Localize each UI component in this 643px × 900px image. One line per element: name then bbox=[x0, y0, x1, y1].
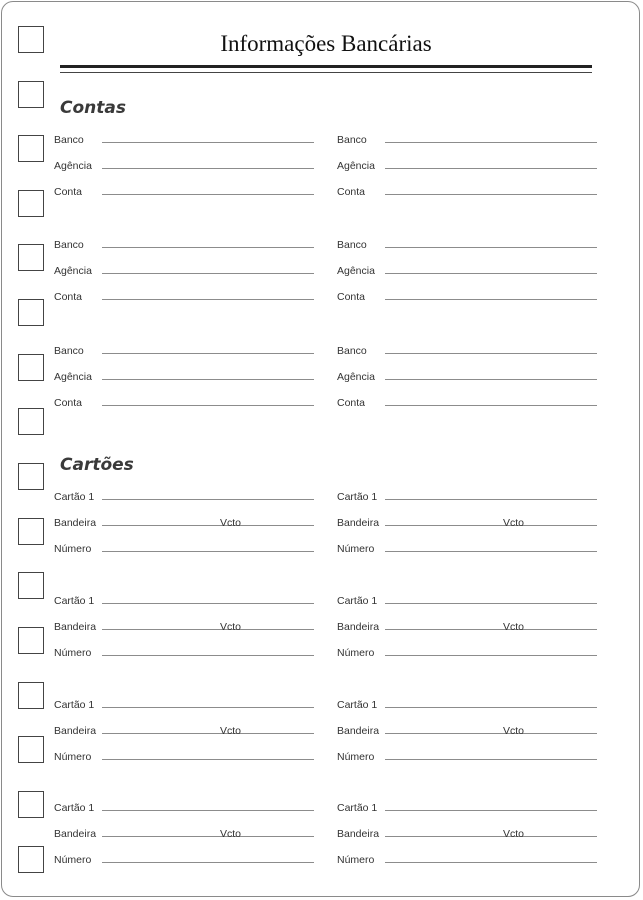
label-cartao: Cartão 1 bbox=[337, 802, 378, 814]
label-vcto: Vcto bbox=[503, 725, 525, 737]
label-banco: Banco bbox=[54, 134, 84, 146]
label-conta: Conta bbox=[337, 291, 366, 303]
field-numero[interactable] bbox=[102, 759, 314, 760]
field-cartao[interactable] bbox=[385, 810, 597, 811]
label-numero: Número bbox=[54, 647, 92, 659]
label-vcto: Vcto bbox=[503, 621, 525, 633]
section-heading-contas: Contas bbox=[60, 98, 126, 118]
field-banco[interactable] bbox=[102, 142, 314, 143]
label-numero: Número bbox=[337, 647, 375, 659]
field-cartao[interactable] bbox=[385, 603, 597, 604]
label-vcto: Vcto bbox=[220, 621, 242, 633]
field-agencia[interactable] bbox=[102, 168, 314, 169]
label-agencia: Agência bbox=[337, 160, 375, 172]
label-conta: Conta bbox=[54, 186, 83, 198]
label-bandeira: Bandeira bbox=[337, 725, 380, 737]
field-agencia[interactable] bbox=[102, 379, 314, 380]
label-agencia: Agência bbox=[337, 371, 375, 383]
tab-checkbox[interactable] bbox=[18, 572, 44, 599]
field-banco[interactable] bbox=[385, 353, 597, 354]
field-cartao[interactable] bbox=[102, 603, 314, 604]
section-heading-cartoes: Cartões bbox=[60, 455, 134, 475]
field-bandeira[interactable] bbox=[102, 629, 314, 630]
label-banco: Banco bbox=[337, 345, 367, 357]
field-banco[interactable] bbox=[102, 247, 314, 248]
field-cartao[interactable] bbox=[385, 499, 597, 500]
tab-checkbox[interactable] bbox=[18, 627, 44, 654]
tab-checkbox[interactable] bbox=[18, 736, 44, 763]
label-banco: Banco bbox=[54, 345, 84, 357]
field-agencia[interactable] bbox=[385, 168, 597, 169]
label-bandeira: Bandeira bbox=[54, 621, 97, 633]
field-banco[interactable] bbox=[385, 247, 597, 248]
label-cartao: Cartão 1 bbox=[54, 802, 95, 814]
field-conta[interactable] bbox=[385, 299, 597, 300]
label-cartao: Cartão 1 bbox=[337, 699, 378, 711]
label-agencia: Agência bbox=[337, 265, 375, 277]
field-bandeira[interactable] bbox=[385, 525, 597, 526]
field-conta[interactable] bbox=[102, 194, 314, 195]
tab-checkbox[interactable] bbox=[18, 26, 44, 53]
field-cartao[interactable] bbox=[385, 707, 597, 708]
label-banco: Banco bbox=[54, 239, 84, 251]
tab-checkbox[interactable] bbox=[18, 299, 44, 326]
field-numero[interactable] bbox=[385, 551, 597, 552]
field-cartao[interactable] bbox=[102, 499, 314, 500]
label-numero: Número bbox=[337, 751, 375, 763]
tab-checkbox[interactable] bbox=[18, 846, 44, 873]
label-conta: Conta bbox=[337, 186, 366, 198]
label-vcto: Vcto bbox=[503, 517, 525, 529]
tab-checkbox[interactable] bbox=[18, 463, 44, 490]
label-banco: Banco bbox=[337, 239, 367, 251]
field-agencia[interactable] bbox=[385, 273, 597, 274]
label-numero: Número bbox=[54, 854, 92, 866]
page-title: Informações Bancárias bbox=[220, 31, 432, 56]
tab-checkbox[interactable] bbox=[18, 81, 44, 108]
label-numero: Número bbox=[337, 854, 375, 866]
field-numero[interactable] bbox=[102, 655, 314, 656]
label-cartao: Cartão 1 bbox=[337, 491, 378, 503]
field-cartao[interactable] bbox=[102, 707, 314, 708]
field-bandeira[interactable] bbox=[385, 629, 597, 630]
label-bandeira: Bandeira bbox=[337, 517, 380, 529]
label-bandeira: Bandeira bbox=[337, 621, 380, 633]
field-bandeira[interactable] bbox=[385, 836, 597, 837]
tab-checkbox[interactable] bbox=[18, 682, 44, 709]
field-cartao[interactable] bbox=[102, 810, 314, 811]
label-numero: Número bbox=[337, 543, 375, 555]
title-rule-thin bbox=[60, 72, 592, 73]
label-cartao: Cartão 1 bbox=[54, 595, 95, 607]
tab-checkbox[interactable] bbox=[18, 135, 44, 162]
label-conta: Conta bbox=[54, 291, 83, 303]
field-numero[interactable] bbox=[385, 655, 597, 656]
page-border bbox=[1, 1, 640, 897]
tab-checkbox[interactable] bbox=[18, 791, 44, 818]
label-numero: Número bbox=[54, 751, 92, 763]
label-agencia: Agência bbox=[54, 160, 92, 172]
tab-checkbox[interactable] bbox=[18, 244, 44, 271]
label-bandeira: Bandeira bbox=[54, 725, 97, 737]
field-bandeira[interactable] bbox=[102, 733, 314, 734]
tab-checkbox[interactable] bbox=[18, 190, 44, 217]
label-bandeira: Bandeira bbox=[54, 517, 97, 529]
label-vcto: Vcto bbox=[220, 725, 242, 737]
field-bandeira[interactable] bbox=[385, 733, 597, 734]
field-numero[interactable] bbox=[385, 862, 597, 863]
field-banco[interactable] bbox=[385, 142, 597, 143]
field-numero[interactable] bbox=[102, 862, 314, 863]
field-agencia[interactable] bbox=[385, 379, 597, 380]
label-agencia: Agência bbox=[54, 265, 92, 277]
label-vcto: Vcto bbox=[503, 828, 525, 840]
label-cartao: Cartão 1 bbox=[54, 699, 95, 711]
label-bandeira: Bandeira bbox=[337, 828, 380, 840]
label-bandeira: Bandeira bbox=[54, 828, 97, 840]
tab-checkbox[interactable] bbox=[18, 408, 44, 435]
label-vcto: Vcto bbox=[220, 828, 242, 840]
tab-checkbox[interactable] bbox=[18, 518, 44, 545]
label-conta: Conta bbox=[337, 397, 366, 409]
field-conta[interactable] bbox=[385, 194, 597, 195]
label-numero: Número bbox=[54, 543, 92, 555]
field-bandeira[interactable] bbox=[102, 836, 314, 837]
field-conta[interactable] bbox=[102, 299, 314, 300]
field-bandeira[interactable] bbox=[102, 525, 314, 526]
label-banco: Banco bbox=[337, 134, 367, 146]
field-conta[interactable] bbox=[385, 405, 597, 406]
field-conta[interactable] bbox=[102, 405, 314, 406]
field-agencia[interactable] bbox=[102, 273, 314, 274]
label-cartao: Cartão 1 bbox=[337, 595, 378, 607]
label-conta: Conta bbox=[54, 397, 83, 409]
field-banco[interactable] bbox=[102, 353, 314, 354]
title-rule-thick bbox=[60, 65, 592, 68]
label-vcto: Vcto bbox=[220, 517, 242, 529]
label-cartao: Cartão 1 bbox=[54, 491, 95, 503]
field-numero[interactable] bbox=[385, 759, 597, 760]
tab-checkbox[interactable] bbox=[18, 354, 44, 381]
field-numero[interactable] bbox=[102, 551, 314, 552]
label-agencia: Agência bbox=[54, 371, 92, 383]
